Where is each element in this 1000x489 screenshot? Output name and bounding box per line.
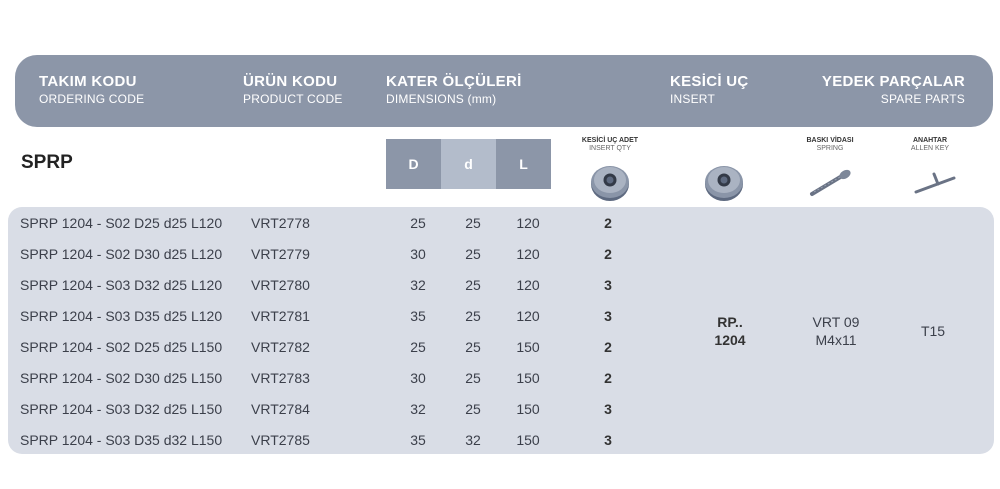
- insert-qty-tr: KESİCİ UÇ ADET: [581, 137, 639, 144]
- dim-header-d: d: [441, 139, 496, 189]
- insert-value: [680, 313, 780, 349]
- product-code-cell: VRT2778: [251, 215, 310, 231]
- dim-d-cell: 25: [465, 370, 481, 386]
- allen-tr: ANAHTAR: [912, 137, 948, 144]
- dim-L-cell: 150: [516, 432, 540, 448]
- ordering-code-cell: SPRP 1204 - S03 D35 d32 L150: [20, 432, 223, 448]
- dim-D-cell: 32: [410, 401, 426, 417]
- ordering-code-cell: SPRP 1204 - S02 D25 d25 L120: [20, 215, 223, 231]
- dim-d-cell: 25: [465, 339, 481, 355]
- insert-qty-cell: 3: [604, 401, 612, 417]
- series-title: SPRP: [21, 152, 73, 173]
- table-header-bar: [15, 55, 993, 127]
- dim-D-cell: 30: [410, 370, 426, 386]
- dim-d-cell: 32: [465, 432, 481, 448]
- insert-qty-cell: 2: [604, 339, 612, 355]
- header-product-tr: ÜRÜN KODU: [243, 73, 338, 90]
- insert-value-line1: RP..: [717, 314, 743, 330]
- dim-L-cell: 120: [516, 246, 540, 262]
- insert-qty-subheader: [570, 137, 650, 153]
- table-row: [8, 362, 994, 393]
- insert-value-line2: 1204: [714, 332, 746, 348]
- table-body: [8, 207, 994, 454]
- dim-L-cell: 150: [516, 339, 540, 355]
- insert-qty-cell: 3: [604, 432, 612, 448]
- dim-header-L: L: [496, 139, 551, 189]
- header-dimensions-tr: KATER ÖLÇÜLERİ: [386, 73, 522, 90]
- dim-d-cell: 25: [465, 277, 481, 293]
- dim-header-D: D: [386, 139, 441, 189]
- header-dimensions: [386, 73, 522, 106]
- table-row: [8, 393, 994, 424]
- header-insert-en: INSERT: [670, 92, 715, 106]
- table-row: [8, 207, 994, 238]
- insert-qty-en: INSERT QTY: [589, 145, 631, 152]
- dim-D-cell: 32: [410, 277, 426, 293]
- dim-L-cell: 150: [516, 370, 540, 386]
- dim-d-cell: 25: [465, 246, 481, 262]
- header-product-code: [243, 73, 343, 106]
- dim-L-cell: 120: [516, 277, 540, 293]
- header-spare-tr: YEDEK PARÇALAR: [821, 73, 965, 90]
- table-row: [8, 269, 994, 300]
- allen-key-icon: [912, 168, 960, 198]
- dim-d-cell: 25: [465, 308, 481, 324]
- header-insert-tr: KESİCİ UÇ: [670, 73, 749, 90]
- dim-D-cell: 35: [410, 432, 426, 448]
- dim-L-cell: 120: [516, 215, 540, 231]
- product-code-cell: VRT2779: [251, 246, 310, 262]
- insert-qty-cell: 3: [604, 308, 612, 324]
- insert-qty-icon: [588, 160, 632, 204]
- ordering-code-cell: SPRP 1204 - S03 D35 d25 L120: [20, 308, 223, 324]
- dim-L-cell: 150: [516, 401, 540, 417]
- insert-icon: [702, 160, 746, 204]
- spring-value: [786, 313, 886, 349]
- product-code-cell: VRT2783: [251, 370, 310, 386]
- insert-qty-cell: 2: [604, 246, 612, 262]
- product-code-cell: VRT2785: [251, 432, 310, 448]
- product-code-cell: VRT2782: [251, 339, 310, 355]
- spring-value-line2: M4x11: [815, 332, 857, 348]
- dim-D-cell: 30: [410, 246, 426, 262]
- header-dimensions-en: DIMENSIONS (mm): [386, 92, 497, 106]
- header-ordering-en: ORDERING CODE: [39, 92, 145, 106]
- dim-D-cell: 25: [410, 215, 426, 231]
- product-code-cell: VRT2784: [251, 401, 310, 417]
- ordering-code-cell: SPRP 1204 - S03 D32 d25 L120: [20, 277, 223, 293]
- spring-subheader: [790, 137, 870, 153]
- insert-qty-cell: 3: [604, 277, 612, 293]
- dim-D-cell: 25: [410, 339, 426, 355]
- dim-d-cell: 25: [465, 401, 481, 417]
- allen-key-value: T15: [920, 323, 946, 339]
- header-spare-parts: [822, 73, 965, 106]
- header-insert: [670, 73, 749, 106]
- allen-key-subheader: [890, 137, 970, 153]
- allen-en: ALLEN KEY: [910, 145, 950, 152]
- table-row: [8, 424, 994, 455]
- dim-D-cell: 35: [410, 308, 426, 324]
- ordering-code-cell: SPRP 1204 - S03 D32 d25 L150: [20, 401, 223, 417]
- spring-tr: BASKI VİDASI: [806, 137, 854, 144]
- header-ordering-tr: TAKIM KODU: [39, 73, 137, 90]
- spring-value-line1: VRT 09: [812, 314, 860, 330]
- header-product-en: PRODUCT CODE: [243, 92, 343, 106]
- product-code-cell: VRT2780: [251, 277, 310, 293]
- screw-icon: [806, 168, 854, 198]
- dim-L-cell: 120: [516, 308, 540, 324]
- spring-en: SPRING: [816, 145, 844, 152]
- ordering-code-cell: SPRP 1204 - S02 D30 d25 L120: [20, 246, 223, 262]
- ordering-code-cell: SPRP 1204 - S02 D30 d25 L150: [20, 370, 223, 386]
- product-code-cell: VRT2781: [251, 308, 310, 324]
- insert-qty-cell: 2: [604, 215, 612, 231]
- ordering-code-cell: SPRP 1204 - S02 D25 d25 L150: [20, 339, 223, 355]
- header-spare-en: SPARE PARTS: [880, 92, 965, 106]
- header-ordering-code: [39, 73, 144, 106]
- insert-qty-cell: 2: [604, 370, 612, 386]
- dim-d-cell: 25: [465, 215, 481, 231]
- table-row: [8, 238, 994, 269]
